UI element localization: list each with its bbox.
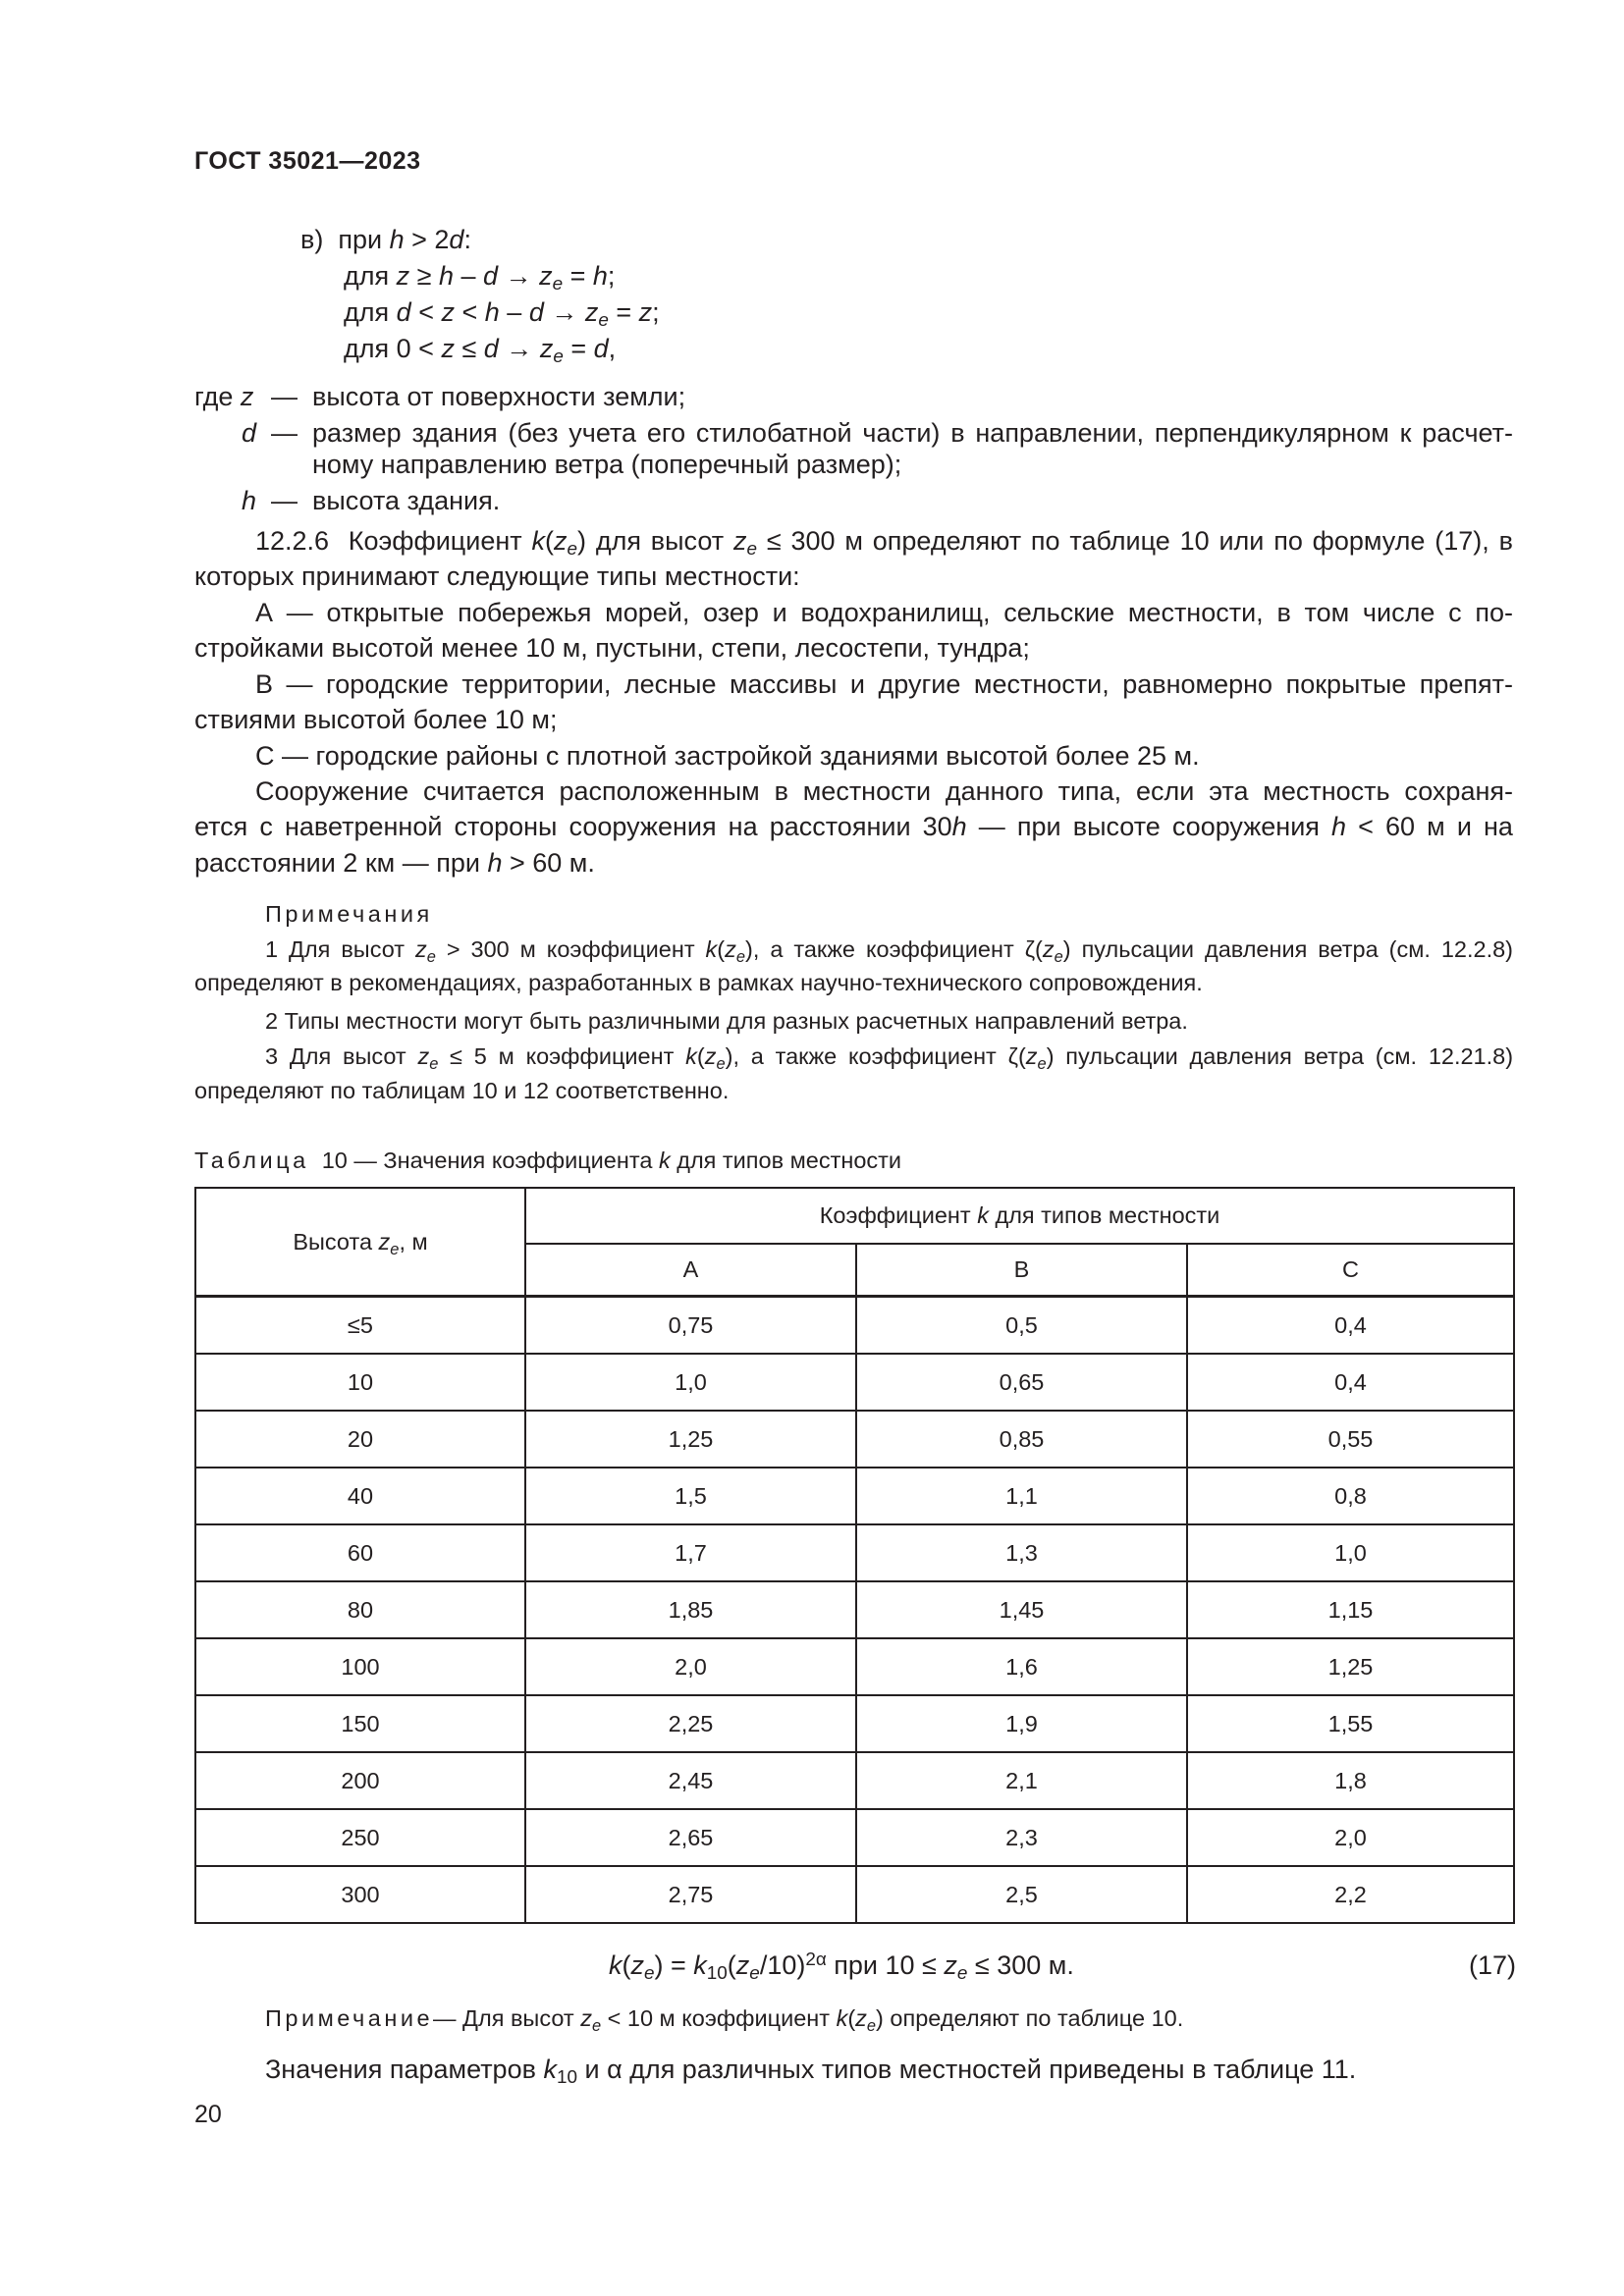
cell-b: 2,5 — [856, 1866, 1187, 1923]
case-v-line-2: для $d < z < h - d \to z_e = z$; — [344, 297, 660, 331]
page-number: 20 — [194, 2101, 222, 2128]
where-h-definition: высота здания. — [312, 486, 501, 515]
cell-a: 2,65 — [525, 1809, 856, 1866]
table-row — [195, 1638, 1514, 1695]
cell-c: 2,0 — [1187, 1809, 1514, 1866]
cell-b: 0,65 — [856, 1354, 1187, 1411]
cell-c: 1,25 — [1187, 1638, 1514, 1695]
cell-c: 1,0 — [1187, 1524, 1514, 1581]
note-1-line-2: определяют в рекомендациях, разработанных в рамках научно-технического сопровождения. — [194, 970, 1203, 995]
structure-line-3: расстоянии 2 км — при h > 60 м. — [194, 848, 595, 878]
table-row — [195, 1752, 1514, 1809]
terrain-b-line-1: В — городские территории, лесные массивы и другие местности, равномерно покрытые препят- — [255, 669, 1513, 699]
table-10 — [194, 1187, 1515, 1924]
cell-height: 200 — [195, 1752, 525, 1809]
table-row — [195, 1524, 1514, 1581]
table-row — [195, 1411, 1514, 1468]
cell-height: 40 — [195, 1468, 525, 1524]
cell-c: 0,4 — [1187, 1297, 1514, 1355]
cell-height: 300 — [195, 1866, 525, 1923]
note-3-line-2: определяют по таблицам 10 и 12 соответственно. — [194, 1078, 730, 1103]
where-z-definition: высота от поверхности земли; — [312, 382, 686, 411]
para-1226-line-1: 12.2.6 Коэффициент $k(z_e)$ для высот $z_e \le 300$ м определяют по таблице 10 или по формуле (17), в — [255, 526, 1513, 560]
cell-height: ≤5 — [195, 1297, 525, 1355]
cell-c: 1,55 — [1187, 1695, 1514, 1752]
terrain-c-line: С — городские районы с плотной застройкой зданиями высотой более 25 м. — [255, 741, 1200, 771]
cell-b: 1,45 — [856, 1581, 1187, 1638]
cell-c: 0,4 — [1187, 1354, 1514, 1411]
structure-line-1: Сооружение считается расположенным в местности данного типа, если эта местность сохраня- — [255, 776, 1513, 806]
cell-b: 1,1 — [856, 1468, 1187, 1524]
table-row — [195, 1695, 1514, 1752]
formula-17-note: Примечание— Для высот $z_e < 10$ м коэффициент $k(z_e)$ определяют по таблице 10. — [265, 2005, 1184, 2035]
terrain-a-line-2: стройками высотой менее 10 м, пустыни, степи, лесостепи, тундра; — [194, 633, 1030, 663]
table-row — [195, 1866, 1514, 1923]
cell-a: 1,7 — [525, 1524, 856, 1581]
para-1226-line-2: которых принимают следующие типы местности: — [194, 561, 800, 591]
cell-c: 2,2 — [1187, 1866, 1514, 1923]
cell-height: 20 — [195, 1411, 525, 1468]
cell-height: 250 — [195, 1809, 525, 1866]
where-d-definition-2: ному направлению ветра (поперечный размер); — [312, 450, 902, 479]
cell-c: 1,8 — [1187, 1752, 1514, 1809]
cell-height: 150 — [195, 1695, 525, 1752]
cell-height: 100 — [195, 1638, 525, 1695]
document-header: ГОСТ 35021—2023 — [194, 147, 421, 175]
params-line: Значения параметров $k_{10}$ и α для различных типов местностей приведены в таблице 11. — [265, 2055, 1357, 2088]
table-row — [195, 1297, 1514, 1355]
structure-line-2: ется с наветренной стороны сооружения на расстоянии 30h — при высоте сооружения h < 60 м и на — [194, 812, 1513, 841]
table-header-b: В — [856, 1244, 1187, 1297]
cell-a: 2,45 — [525, 1752, 856, 1809]
table-row — [195, 1468, 1514, 1524]
where-dash-h: — — [271, 486, 298, 515]
cell-a: 1,0 — [525, 1354, 856, 1411]
cell-c: 0,8 — [1187, 1468, 1514, 1524]
table-10-caption: Таблица 10 — Значения коэффициента k для типов местности — [194, 1148, 902, 1173]
cell-c: 0,55 — [1187, 1411, 1514, 1468]
table-row — [195, 1581, 1514, 1638]
cell-a: 2,0 — [525, 1638, 856, 1695]
cell-a: 1,5 — [525, 1468, 856, 1524]
cell-b: 2,3 — [856, 1809, 1187, 1866]
where-dash-z: — — [271, 382, 298, 411]
cell-b: 0,85 — [856, 1411, 1187, 1468]
formula-17-number: (17) — [1469, 1950, 1517, 1980]
case-v-condition: в) при h > 2d: — [300, 225, 471, 254]
where-d: d — [242, 418, 257, 448]
cell-a: 1,25 — [525, 1411, 856, 1468]
cell-a: 0,75 — [525, 1297, 856, 1355]
formula-17: $k(z_e) = k_{10}(z_e/10)^{2\alpha}$ при $10 \le z_e \le 300$ м. — [609, 1949, 1074, 1984]
cell-b: 1,6 — [856, 1638, 1187, 1695]
notes-title: Примечания — [265, 901, 433, 927]
table-row — [195, 1809, 1514, 1866]
note-3-line-1: 3 Для высот $z_e \le 5$ м коэффициент $k(z_e)$, а также коэффициент $\zeta(z_e)$ пульсации давления ветра (см. 12.21.8) — [265, 1043, 1514, 1073]
cell-height: 80 — [195, 1581, 525, 1638]
table-header-group: Коэффициент k для типов местности — [525, 1188, 1514, 1244]
cell-height: 60 — [195, 1524, 525, 1581]
table-header-height: Высота $z_e$, м — [195, 1188, 525, 1297]
note-1-line-1: 1 Для высот $z_e > 300$ м коэффициент $k(z_e)$, а также коэффициент $\zeta(z_e)$ пульсации давления ветра (см. 12.2.8) — [265, 936, 1513, 966]
cell-b: 1,9 — [856, 1695, 1187, 1752]
table-header-c: С — [1187, 1244, 1514, 1297]
terrain-a-line-1: А — открытые побережья морей, озер и водохранилищ, сельские местности, в том числе с по- — [255, 598, 1513, 627]
table-row — [195, 1354, 1514, 1411]
note-2: 2 Типы местности могут быть различными для разных расчетных направлений ветра. — [265, 1008, 1188, 1034]
where-dash-d: — — [271, 418, 298, 448]
terrain-b-line-2: ствиями высотой более 10 м; — [194, 705, 558, 734]
cell-a: 2,75 — [525, 1866, 856, 1923]
case-v-line-1: для $z \ge h - d \to z_e = h$; — [344, 261, 616, 294]
cell-b: 2,1 — [856, 1752, 1187, 1809]
cell-height: 10 — [195, 1354, 525, 1411]
table-header-a: А — [525, 1244, 856, 1297]
where-h: h — [242, 486, 257, 515]
cell-c: 1,15 — [1187, 1581, 1514, 1638]
cell-b: 0,5 — [856, 1297, 1187, 1355]
where-d-definition-1: размер здания (без учета его стилобатной части) в направлении, перпендикулярном к расчет- — [312, 418, 1513, 448]
cell-a: 1,85 — [525, 1581, 856, 1638]
case-v-line-3: для $0 < z \le d \to z_e = d$, — [344, 334, 617, 367]
where-z: где z — [194, 382, 254, 411]
cell-b: 1,3 — [856, 1524, 1187, 1581]
cell-a: 2,25 — [525, 1695, 856, 1752]
